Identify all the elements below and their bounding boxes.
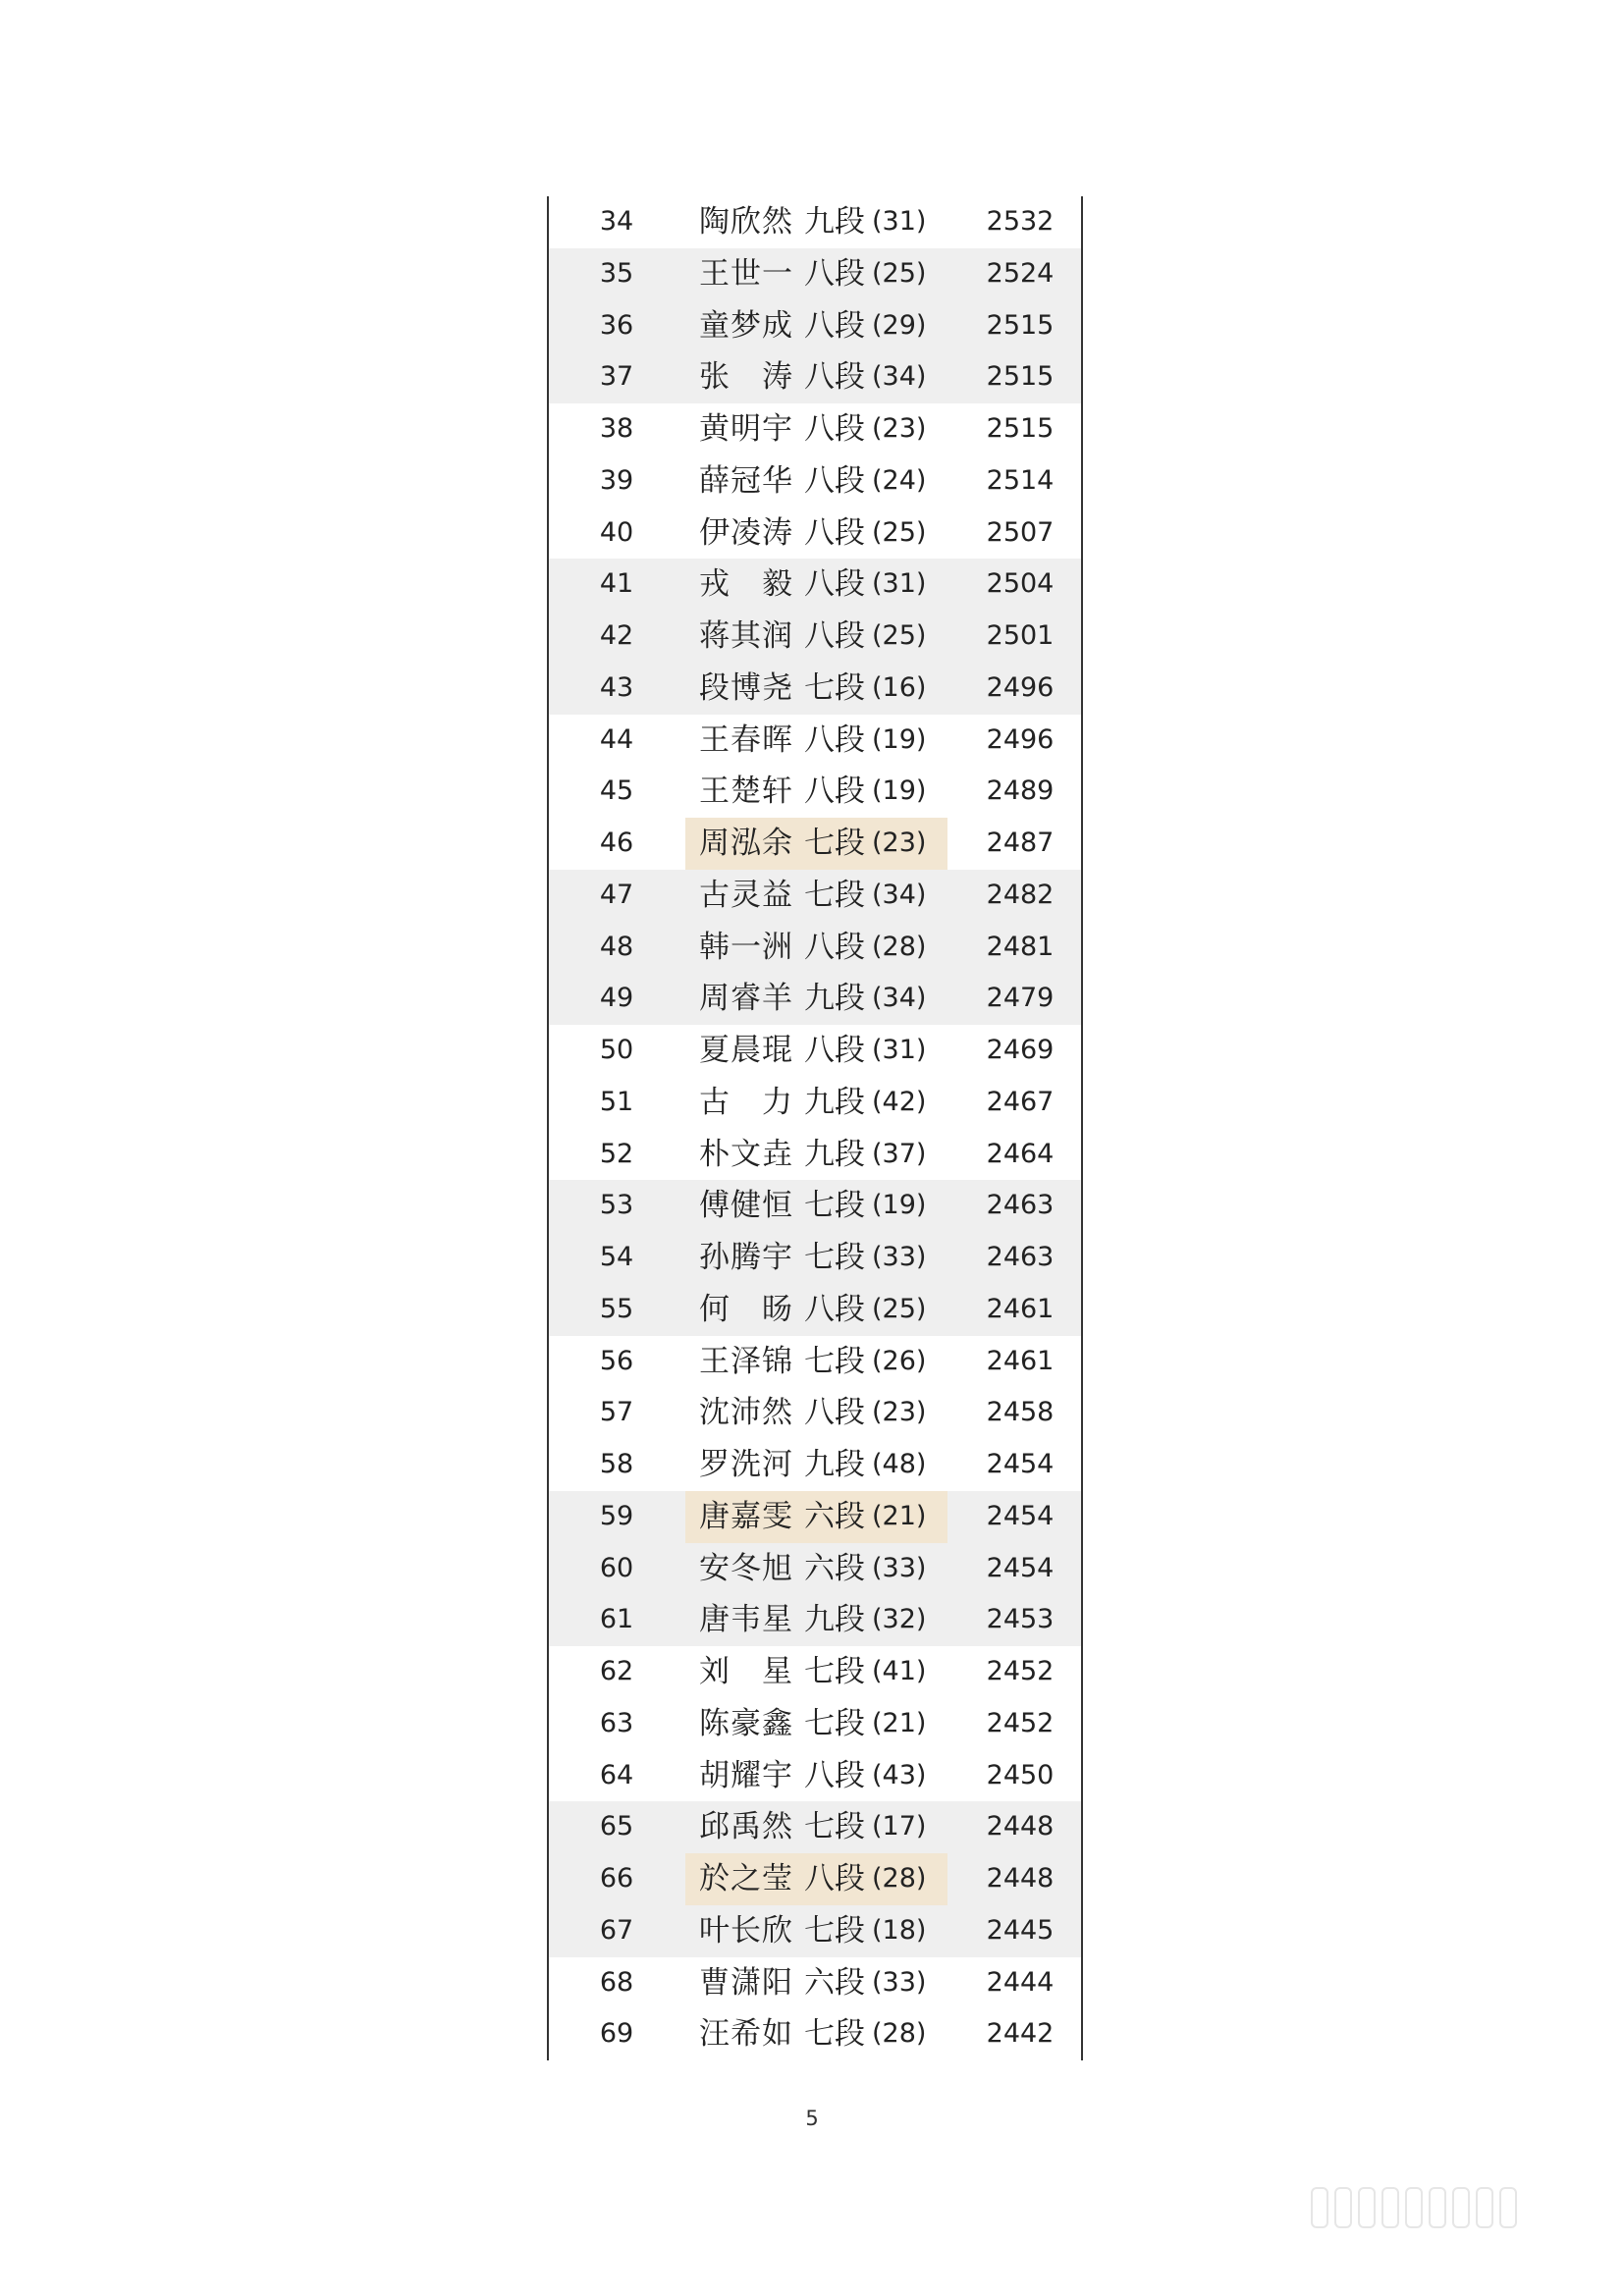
player-cell <box>685 507 947 560</box>
rating-cell: 2444 <box>986 1966 1055 1998</box>
table-row <box>549 196 1081 248</box>
player-dan: 八段 <box>804 462 865 499</box>
rank-cell: 52 <box>599 1138 634 1169</box>
player-name: 孙腾宇 <box>699 1240 792 1275</box>
player-name: 段博尧 <box>699 669 792 706</box>
rank-cell: 53 <box>599 1190 634 1221</box>
player-name: 周睿羊 <box>699 981 792 1017</box>
player-name: 沈沛然 <box>699 1395 792 1431</box>
player-age: (31) <box>872 206 927 237</box>
player-dan: 七段 <box>804 1343 865 1379</box>
player-dan: 七段 <box>804 1188 865 1224</box>
player-cell <box>685 715 947 767</box>
rating-cell: 2489 <box>986 775 1055 807</box>
rating-cell: 2514 <box>986 464 1055 496</box>
rank-cell: 47 <box>599 879 634 910</box>
rating-cell: 2524 <box>986 257 1055 289</box>
table-row <box>549 870 1081 922</box>
player-age: (31) <box>872 568 927 600</box>
player-dan: 六段 <box>804 1964 865 2001</box>
rank-cell: 49 <box>599 983 634 1014</box>
rank-cell: 48 <box>599 931 634 962</box>
rating-cell: 2501 <box>986 620 1055 651</box>
table-row <box>549 611 1081 663</box>
player-age: (18) <box>872 1914 927 1946</box>
player-name: 安冬旭 <box>699 1550 792 1586</box>
rating-cell: 2496 <box>986 723 1055 755</box>
rating-cell: 2452 <box>986 1656 1055 1686</box>
player-dan: 七段 <box>804 877 865 913</box>
player-cell <box>685 1750 947 1802</box>
table-row <box>549 1750 1081 1802</box>
player-age: (25) <box>872 257 927 289</box>
player-name: 夏晨琨 <box>699 1033 792 1068</box>
table-row <box>549 300 1081 352</box>
player-cell <box>685 1646 947 1698</box>
player-cell <box>685 351 947 403</box>
player-dan: 六段 <box>804 1550 865 1586</box>
rating-cell: 2467 <box>986 1086 1055 1117</box>
rank-cell: 51 <box>599 1086 634 1117</box>
player-age: (43) <box>872 1759 927 1790</box>
player-age: (42) <box>872 1086 927 1117</box>
table-row <box>549 818 1081 870</box>
rating-cell: 2463 <box>986 1190 1055 1221</box>
player-name: 蒋其润 <box>699 618 792 654</box>
player-dan: 九段 <box>804 981 865 1017</box>
table-row <box>549 1905 1081 1957</box>
player-dan: 七段 <box>804 1654 865 1689</box>
rank-cell: 60 <box>599 1552 634 1583</box>
player-dan: 八段 <box>804 1033 865 1068</box>
player-name: 邱禹然 <box>699 1809 792 1845</box>
rating-cell: 2487 <box>986 828 1055 858</box>
rating-cell: 2515 <box>986 309 1055 341</box>
player-name: 刘星 <box>699 1654 792 1689</box>
rank-cell: 69 <box>599 2018 634 2050</box>
player-age: (19) <box>872 1190 927 1221</box>
player-dan: 八段 <box>804 929 865 965</box>
rank-cell: 46 <box>599 828 634 858</box>
rank-cell: 61 <box>599 1604 634 1635</box>
player-dan: 九段 <box>804 1447 865 1482</box>
player-dan: 七段 <box>804 669 865 706</box>
rank-cell: 64 <box>599 1759 634 1790</box>
table-row <box>549 1232 1081 1284</box>
player-dan: 八段 <box>804 774 865 810</box>
player-name: 曹潇阳 <box>699 1964 792 2001</box>
player-age: (23) <box>872 413 927 444</box>
rating-cell: 2454 <box>986 1552 1055 1583</box>
table-row <box>549 766 1081 818</box>
player-dan: 六段 <box>804 1498 865 1534</box>
player-age: (41) <box>872 1656 927 1686</box>
rank-cell: 35 <box>599 257 634 289</box>
player-cell <box>685 1594 947 1646</box>
player-dan: 九段 <box>804 1136 865 1172</box>
table-row <box>549 1594 1081 1646</box>
rating-cell: 2445 <box>986 1914 1055 1946</box>
player-dan: 八段 <box>804 1861 865 1896</box>
player-dan: 八段 <box>804 359 865 396</box>
player-dan: 八段 <box>804 618 865 654</box>
rating-cell: 2454 <box>986 1449 1055 1479</box>
player-age: (34) <box>872 361 927 393</box>
player-cell <box>685 818 947 870</box>
rank-cell: 58 <box>599 1449 634 1479</box>
player-name: 陈豪鑫 <box>699 1705 792 1741</box>
table-row <box>549 1439 1081 1491</box>
table-row <box>549 1853 1081 1905</box>
player-cell <box>685 300 947 352</box>
rating-cell: 2479 <box>986 983 1055 1014</box>
player-name: 戎毅 <box>699 566 792 603</box>
player-cell <box>685 1491 947 1543</box>
rating-cell: 2464 <box>986 1138 1055 1169</box>
rating-cell: 2515 <box>986 413 1055 444</box>
player-cell <box>685 1905 947 1957</box>
rank-cell: 57 <box>599 1397 634 1428</box>
rank-cell: 59 <box>599 1500 634 1531</box>
player-cell <box>685 1129 947 1181</box>
player-dan: 七段 <box>804 826 865 861</box>
watermark <box>1311 2185 1517 2230</box>
rating-cell: 2450 <box>986 1759 1055 1790</box>
player-name: 韩一洲 <box>699 929 792 965</box>
table-row <box>549 1180 1081 1232</box>
player-cell <box>685 1336 947 1388</box>
table-row <box>549 1284 1081 1336</box>
rank-cell: 45 <box>599 775 634 807</box>
player-age: (19) <box>872 775 927 807</box>
player-age: (33) <box>872 1966 927 1998</box>
rating-cell: 2448 <box>986 1811 1055 1842</box>
player-age: (16) <box>872 671 927 703</box>
player-age: (19) <box>872 723 927 755</box>
rating-cell: 2458 <box>986 1397 1055 1428</box>
player-dan: 七段 <box>804 1912 865 1949</box>
player-name: 黄明宇 <box>699 411 792 447</box>
rank-cell: 55 <box>599 1293 634 1324</box>
table-row <box>549 1491 1081 1543</box>
player-name: 童梦成 <box>699 307 792 344</box>
table-row <box>549 663 1081 715</box>
player-dan: 八段 <box>804 411 865 447</box>
player-name: 陶欣然 <box>699 204 792 240</box>
player-dan: 八段 <box>804 307 865 344</box>
player-age: (37) <box>872 1138 927 1169</box>
player-dan: 七段 <box>804 1705 865 1741</box>
player-age: (28) <box>872 931 927 962</box>
player-name: 王泽锦 <box>699 1343 792 1379</box>
player-age: (28) <box>872 2018 927 2050</box>
rating-cell: 2496 <box>986 671 1055 703</box>
table-row <box>549 248 1081 300</box>
player-cell <box>685 1801 947 1853</box>
player-cell <box>685 455 947 507</box>
rating-cell: 2461 <box>986 1293 1055 1324</box>
table-row <box>549 351 1081 403</box>
player-dan: 八段 <box>804 255 865 292</box>
player-cell <box>685 766 947 818</box>
player-age: (26) <box>872 1345 927 1376</box>
table-row <box>549 1698 1081 1750</box>
table-row <box>549 455 1081 507</box>
player-cell <box>685 973 947 1025</box>
player-name: 唐韦星 <box>699 1602 792 1638</box>
rank-cell: 42 <box>599 620 634 651</box>
player-cell <box>685 1543 947 1595</box>
rank-cell: 34 <box>599 206 634 237</box>
player-name: 叶长欣 <box>699 1912 792 1949</box>
player-cell <box>685 1232 947 1284</box>
player-dan: 八段 <box>804 1757 865 1793</box>
player-cell <box>685 1387 947 1439</box>
player-cell <box>685 1698 947 1750</box>
rank-cell: 67 <box>599 1914 634 1946</box>
rating-cell: 2532 <box>986 206 1055 237</box>
rank-cell: 68 <box>599 1966 634 1998</box>
table-row <box>549 1025 1081 1077</box>
player-age: (33) <box>872 1242 927 1272</box>
rating-cell: 2448 <box>986 1863 1055 1894</box>
rating-cell: 2481 <box>986 931 1055 962</box>
rating-cell: 2515 <box>986 361 1055 393</box>
player-age: (21) <box>872 1707 927 1738</box>
player-dan: 九段 <box>804 1084 865 1120</box>
table-row <box>549 1957 1081 2009</box>
rank-cell: 56 <box>599 1345 634 1376</box>
player-cell <box>685 1025 947 1077</box>
player-cell <box>685 2008 947 2060</box>
player-name: 傅健恒 <box>699 1188 792 1224</box>
player-cell <box>685 1853 947 1905</box>
player-dan: 八段 <box>804 1291 865 1327</box>
player-cell <box>685 870 947 922</box>
rating-cell: 2442 <box>986 2018 1055 2050</box>
player-cell <box>685 922 947 974</box>
rank-cell: 65 <box>599 1811 634 1842</box>
rank-cell: 41 <box>599 568 634 600</box>
player-name: 胡耀宇 <box>699 1757 792 1793</box>
player-name: 王春晖 <box>699 721 792 758</box>
player-age: (23) <box>872 1397 927 1428</box>
player-name: 朴文垚 <box>699 1136 792 1172</box>
table-row <box>549 559 1081 611</box>
table-row <box>549 1387 1081 1439</box>
rank-cell: 40 <box>599 516 634 548</box>
player-age: (25) <box>872 516 927 548</box>
table-row <box>549 715 1081 767</box>
player-age: (17) <box>872 1811 927 1842</box>
player-name: 於之莹 <box>699 1861 792 1896</box>
rating-cell: 2461 <box>986 1345 1055 1376</box>
player-age: (28) <box>872 1863 927 1894</box>
rating-cell: 2504 <box>986 568 1055 600</box>
player-age: (29) <box>872 309 927 341</box>
player-name: 周泓余 <box>699 826 792 861</box>
table-row <box>549 1129 1081 1181</box>
player-age: (48) <box>872 1449 927 1479</box>
player-name: 何旸 <box>699 1291 792 1327</box>
rank-cell: 63 <box>599 1707 634 1738</box>
table-row <box>549 1801 1081 1853</box>
page-number: 5 <box>805 2107 819 2130</box>
player-cell <box>685 196 947 248</box>
player-name: 古力 <box>699 1084 792 1120</box>
player-cell <box>685 403 947 455</box>
rank-cell: 43 <box>599 671 634 703</box>
rank-cell: 37 <box>599 361 634 393</box>
player-age: (25) <box>872 620 927 651</box>
player-dan: 七段 <box>804 1240 865 1275</box>
table-row <box>549 922 1081 974</box>
player-name: 古灵益 <box>699 877 792 913</box>
table-row <box>549 1077 1081 1129</box>
player-dan: 八段 <box>804 721 865 758</box>
rank-cell: 66 <box>599 1863 634 1894</box>
player-age: (23) <box>872 828 927 858</box>
player-dan: 八段 <box>804 566 865 603</box>
player-cell <box>685 1077 947 1129</box>
rank-cell: 54 <box>599 1242 634 1272</box>
player-name: 汪希如 <box>699 2016 792 2053</box>
rank-cell: 38 <box>599 413 634 444</box>
table-row <box>549 2008 1081 2060</box>
player-name: 罗洗河 <box>699 1447 792 1482</box>
player-cell <box>685 611 947 663</box>
player-age: (34) <box>872 879 927 910</box>
player-cell <box>685 1284 947 1336</box>
player-dan: 七段 <box>804 2016 865 2053</box>
table-row <box>549 1336 1081 1388</box>
player-dan: 九段 <box>804 1602 865 1638</box>
player-name: 张涛 <box>699 359 792 396</box>
player-age: (24) <box>872 464 927 496</box>
player-age: (31) <box>872 1035 927 1065</box>
player-name: 薛冠华 <box>699 462 792 499</box>
rank-cell: 36 <box>599 309 634 341</box>
player-name: 唐嘉雯 <box>699 1498 792 1534</box>
table-row <box>549 1646 1081 1698</box>
table-row <box>549 403 1081 455</box>
ranking-table <box>547 196 1083 2060</box>
rating-cell: 2469 <box>986 1035 1055 1065</box>
player-cell <box>685 1180 947 1232</box>
player-cell <box>685 248 947 300</box>
player-age: (33) <box>872 1552 927 1583</box>
table-row <box>549 507 1081 560</box>
player-age: (25) <box>872 1293 927 1324</box>
player-dan: 八段 <box>804 514 865 551</box>
rating-cell: 2454 <box>986 1500 1055 1531</box>
rank-cell: 44 <box>599 723 634 755</box>
player-cell <box>685 663 947 715</box>
player-cell <box>685 559 947 611</box>
rating-cell: 2463 <box>986 1242 1055 1272</box>
player-dan: 八段 <box>804 1395 865 1431</box>
rating-cell: 2453 <box>986 1604 1055 1635</box>
player-name: 王楚轩 <box>699 774 792 810</box>
player-cell <box>685 1957 947 2009</box>
player-age: (32) <box>872 1604 927 1635</box>
player-age: (21) <box>872 1500 927 1531</box>
rating-cell: 2507 <box>986 516 1055 548</box>
player-name: 伊凌涛 <box>699 514 792 551</box>
rank-cell: 62 <box>599 1656 634 1686</box>
rank-cell: 39 <box>599 464 634 496</box>
player-age: (34) <box>872 983 927 1014</box>
player-cell <box>685 1439 947 1491</box>
player-name: 王世一 <box>699 255 792 292</box>
rank-cell: 50 <box>599 1035 634 1065</box>
table-row <box>549 973 1081 1025</box>
rating-cell: 2482 <box>986 879 1055 910</box>
rating-cell: 2452 <box>986 1707 1055 1738</box>
player-dan: 九段 <box>804 204 865 240</box>
player-dan: 七段 <box>804 1809 865 1845</box>
table-row <box>549 1543 1081 1595</box>
